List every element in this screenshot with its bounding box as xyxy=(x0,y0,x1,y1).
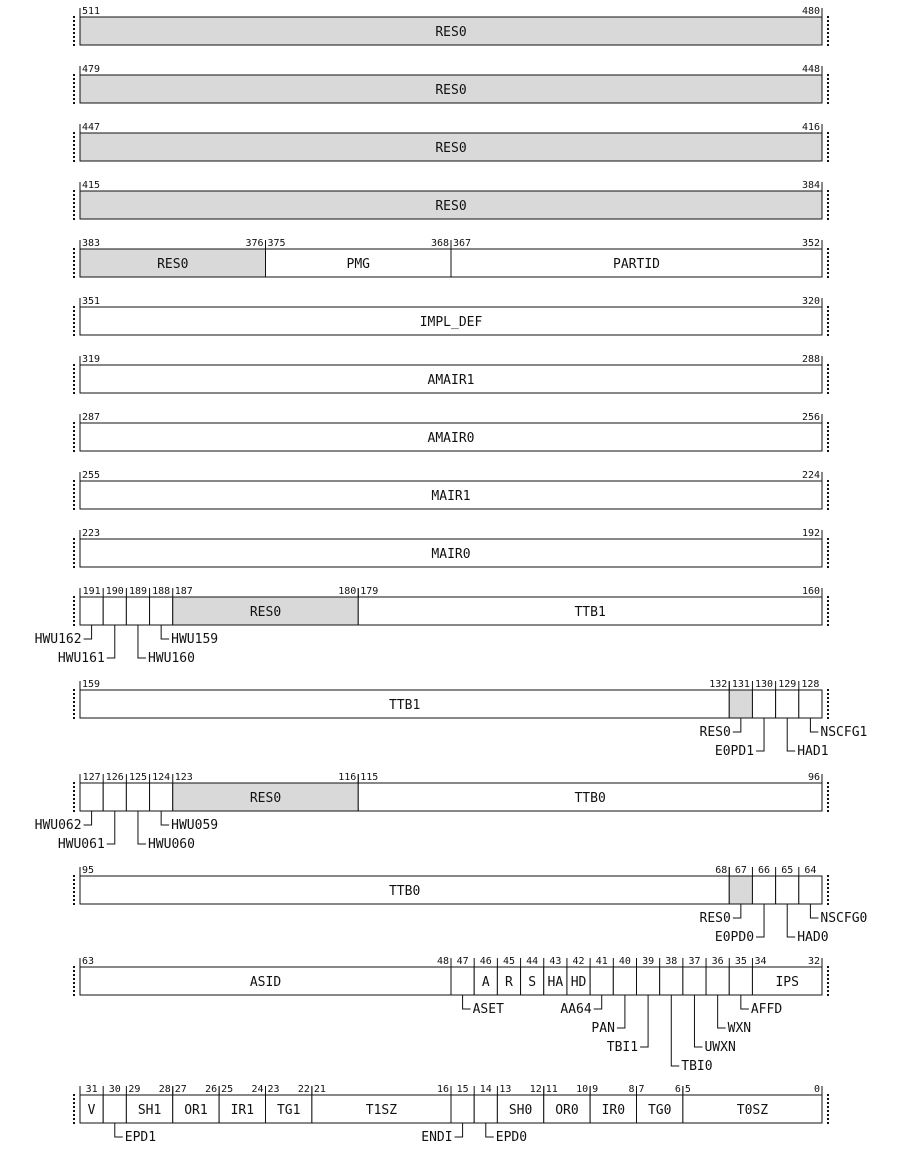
field-cell xyxy=(103,597,126,625)
field-name: RES0 xyxy=(249,605,282,620)
bit-index-label: 192 xyxy=(801,528,820,539)
bit-index-label: 8 xyxy=(628,1084,635,1095)
leader-line xyxy=(810,718,818,732)
bit-index-label: 0 xyxy=(813,1084,820,1095)
bit-index-label: 64 xyxy=(804,865,817,876)
bit-index-label: 224 xyxy=(801,470,820,481)
bit-index-label: 116 xyxy=(338,772,357,783)
bit-index-label: 25 xyxy=(221,1084,234,1095)
bit-index-label: 95 xyxy=(82,865,95,876)
field-cell xyxy=(683,967,706,995)
field-name: PARTID xyxy=(613,257,660,272)
field-name: IMPL_DEF xyxy=(419,315,483,330)
field-name: WXN xyxy=(727,1021,752,1036)
bit-index-label: 375 xyxy=(267,238,286,249)
field-name: E0PD1 xyxy=(714,744,755,759)
field-name: NSCFG0 xyxy=(820,911,868,926)
field-name: TG0 xyxy=(647,1103,672,1118)
field-name: TTB1 xyxy=(574,605,606,620)
field-cell xyxy=(752,690,775,718)
bit-index-label: 15 xyxy=(456,1084,469,1095)
bit-index-label: 179 xyxy=(360,586,379,597)
field-cell xyxy=(799,690,822,718)
register-row xyxy=(74,6,828,46)
leader-line xyxy=(138,811,146,844)
reserved-field xyxy=(729,876,752,904)
field-name: SH0 xyxy=(508,1103,533,1118)
bit-index-label: 36 xyxy=(711,956,724,967)
leader-line xyxy=(718,995,726,1028)
field-name: T1SZ xyxy=(365,1103,398,1118)
bit-index-label: 352 xyxy=(801,238,820,249)
bit-index-label: 24 xyxy=(251,1084,264,1095)
field-name: HWU161 xyxy=(57,651,105,666)
field-cell xyxy=(80,597,103,625)
register-row xyxy=(74,180,828,220)
field-name: EPD1 xyxy=(124,1130,157,1145)
field-name: RES0 xyxy=(435,83,467,98)
bit-index-label: 41 xyxy=(595,956,608,967)
bit-index-label: 130 xyxy=(755,679,774,690)
bit-index-label: 180 xyxy=(338,586,357,597)
register-row xyxy=(74,238,828,278)
bit-index-label: 42 xyxy=(572,956,585,967)
bit-index-label: 384 xyxy=(801,180,820,191)
field-name: AFFD xyxy=(750,1002,783,1017)
bit-index-label: 191 xyxy=(82,586,101,597)
bit-index-label: 46 xyxy=(479,956,492,967)
bit-index-label: 479 xyxy=(82,64,101,75)
field-cell xyxy=(637,967,660,995)
bit-index-label: 44 xyxy=(526,956,539,967)
bit-index-label: 35 xyxy=(734,956,747,967)
field-cell xyxy=(752,876,775,904)
bit-index-label: 288 xyxy=(801,354,820,365)
register-row xyxy=(74,1084,828,1145)
bit-index-label: 26 xyxy=(205,1084,218,1095)
field-cell xyxy=(451,967,474,995)
bit-index-label: 32 xyxy=(807,956,820,967)
field-name: HAD0 xyxy=(797,930,829,945)
field-name: TTB0 xyxy=(574,791,606,806)
register-row xyxy=(74,64,828,104)
field-name: OR0 xyxy=(555,1103,579,1118)
field-cell xyxy=(590,967,613,995)
bit-index-label: 383 xyxy=(82,238,101,249)
bit-index-label: 31 xyxy=(85,1084,98,1095)
bit-index-label: 63 xyxy=(82,956,95,967)
bit-index-label: 96 xyxy=(807,772,820,783)
bit-index-label: 480 xyxy=(801,6,820,17)
field-cell xyxy=(776,876,799,904)
leader-line xyxy=(756,904,764,937)
bit-index-label: 13 xyxy=(499,1084,512,1095)
bit-index-label: 48 xyxy=(436,956,449,967)
field-cell xyxy=(103,783,126,811)
field-name: ASID xyxy=(249,975,282,990)
leader-line xyxy=(84,625,92,639)
bit-index-label: 132 xyxy=(709,679,728,690)
field-name: RES0 xyxy=(435,25,467,40)
leader-line xyxy=(161,811,169,825)
field-name: HA xyxy=(547,975,564,990)
leader-line xyxy=(107,625,115,658)
field-name: RES0 xyxy=(249,791,282,806)
field-name: V xyxy=(87,1103,96,1118)
bit-index-label: 190 xyxy=(105,586,124,597)
bit-index-label: 21 xyxy=(313,1084,326,1095)
register-row xyxy=(74,679,867,759)
bit-index-label: 447 xyxy=(82,122,101,133)
bit-index-label: 29 xyxy=(128,1084,141,1095)
bit-index-label: 47 xyxy=(456,956,469,967)
bit-index-label: 319 xyxy=(82,354,101,365)
bit-index-label: 40 xyxy=(618,956,631,967)
field-name: S xyxy=(528,975,537,990)
bit-index-label: 125 xyxy=(128,772,147,783)
field-name: SH1 xyxy=(137,1103,162,1118)
field-name: NSCFG1 xyxy=(820,725,868,740)
bit-index-label: 68 xyxy=(715,865,728,876)
leader-line xyxy=(138,625,146,658)
bit-index-label: 159 xyxy=(82,679,101,690)
field-name: TTB1 xyxy=(388,698,421,713)
field-cell xyxy=(660,967,683,995)
register-row xyxy=(74,296,828,336)
field-name: IPS xyxy=(775,975,799,990)
bit-index-label: 415 xyxy=(82,180,101,191)
leader-line xyxy=(810,904,818,918)
leader-line xyxy=(756,718,764,751)
register-row xyxy=(74,956,828,1074)
bit-index-label: 223 xyxy=(82,528,101,539)
bit-index-label: 23 xyxy=(267,1084,280,1095)
bit-index-label: 45 xyxy=(502,956,515,967)
bit-index-label: 14 xyxy=(479,1084,492,1095)
register-row xyxy=(35,772,828,852)
field-name: IR1 xyxy=(230,1103,255,1118)
field-cell xyxy=(126,597,149,625)
field-name: E0PD0 xyxy=(714,930,755,945)
bit-index-label: 126 xyxy=(105,772,124,783)
leader-line xyxy=(741,995,749,1009)
bit-index-label: 28 xyxy=(158,1084,171,1095)
field-cell xyxy=(150,597,173,625)
leader-line xyxy=(486,1123,494,1137)
bit-index-label: 9 xyxy=(592,1084,599,1095)
field-name: HD xyxy=(570,975,587,990)
bit-index-label: 22 xyxy=(297,1084,310,1095)
field-name: HAD1 xyxy=(797,744,829,759)
bit-index-label: 187 xyxy=(174,586,193,597)
field-name: R xyxy=(505,975,513,990)
field-name: MAIR1 xyxy=(431,489,471,504)
bit-index-label: 115 xyxy=(360,772,379,783)
bit-index-label: 127 xyxy=(82,772,101,783)
field-cell xyxy=(80,783,103,811)
leader-line xyxy=(671,995,679,1066)
bit-index-label: 16 xyxy=(436,1084,449,1095)
bit-index-label: 124 xyxy=(152,772,171,783)
bit-index-label: 39 xyxy=(642,956,655,967)
register-row xyxy=(74,412,828,452)
bit-index-label: 128 xyxy=(801,679,820,690)
field-name: OR1 xyxy=(184,1103,208,1118)
field-name: PAN xyxy=(591,1021,615,1036)
bit-index-label: 27 xyxy=(174,1084,187,1095)
field-name: TTB0 xyxy=(388,884,421,899)
field-name: HWU059 xyxy=(171,818,219,833)
bit-index-label: 6 xyxy=(674,1084,681,1095)
register-row xyxy=(74,354,828,394)
bit-index-label: 368 xyxy=(430,238,449,249)
bit-index-label: 30 xyxy=(108,1084,121,1095)
field-name: TG1 xyxy=(276,1103,301,1118)
bit-index-label: 7 xyxy=(638,1084,645,1095)
field-cell xyxy=(613,967,636,995)
bit-index-label: 287 xyxy=(82,412,101,423)
register-row xyxy=(74,122,828,162)
bit-index-label: 66 xyxy=(758,865,771,876)
field-name: A xyxy=(481,975,490,990)
field-cell xyxy=(474,1095,497,1123)
bit-index-label: 320 xyxy=(801,296,820,307)
field-name: PMG xyxy=(346,257,370,272)
bit-index-label: 10 xyxy=(576,1084,589,1095)
bit-index-label: 43 xyxy=(549,956,562,967)
bit-index-label: 416 xyxy=(801,122,820,133)
leader-line xyxy=(115,1123,123,1137)
field-name: MAIR0 xyxy=(431,547,471,562)
bit-index-label: 367 xyxy=(453,238,472,249)
register-row xyxy=(74,528,828,568)
leader-line xyxy=(161,625,169,639)
field-name: HWU162 xyxy=(34,632,82,647)
bit-index-label: 12 xyxy=(529,1084,542,1095)
leader-line xyxy=(694,995,702,1047)
leader-line xyxy=(107,811,115,844)
bit-index-label: 129 xyxy=(778,679,797,690)
field-cell xyxy=(126,783,149,811)
field-name: RES0 xyxy=(157,257,189,272)
register-row xyxy=(74,470,828,510)
leader-line xyxy=(455,1123,463,1137)
leader-line xyxy=(733,718,741,732)
reserved-field xyxy=(729,690,752,718)
field-name: IR0 xyxy=(601,1103,626,1118)
field-name: AA64 xyxy=(560,1002,592,1017)
register-row xyxy=(35,586,828,666)
field-name: HWU160 xyxy=(147,651,195,666)
field-name: AMAIR1 xyxy=(427,373,475,388)
leader-line xyxy=(787,904,795,937)
field-name: UWXN xyxy=(704,1040,736,1055)
field-name: T0SZ xyxy=(736,1103,769,1118)
field-name: HWU062 xyxy=(34,818,82,833)
field-cell xyxy=(799,876,822,904)
leader-line xyxy=(594,995,602,1009)
bit-index-label: 37 xyxy=(688,956,701,967)
bit-index-label: 160 xyxy=(801,586,820,597)
bit-index-label: 65 xyxy=(781,865,794,876)
field-name: HWU061 xyxy=(57,837,105,852)
field-cell xyxy=(150,783,173,811)
bit-index-label: 511 xyxy=(82,6,101,17)
field-name: RES0 xyxy=(699,725,731,740)
field-name: RES0 xyxy=(699,911,731,926)
field-cell xyxy=(451,1095,474,1123)
bit-index-label: 376 xyxy=(245,238,264,249)
bit-index-label: 256 xyxy=(801,412,820,423)
leader-line xyxy=(640,995,648,1047)
bit-index-label: 255 xyxy=(82,470,101,481)
bit-index-label: 5 xyxy=(684,1084,691,1095)
bit-index-label: 189 xyxy=(128,586,147,597)
bit-index-label: 11 xyxy=(545,1084,558,1095)
bit-index-label: 188 xyxy=(152,586,171,597)
field-name: TBI0 xyxy=(681,1059,713,1074)
field-cell xyxy=(729,967,752,995)
field-cell xyxy=(706,967,729,995)
field-name: RES0 xyxy=(435,141,467,156)
field-name: ASET xyxy=(472,1002,504,1017)
bit-index-label: 34 xyxy=(754,956,767,967)
field-cell xyxy=(103,1095,126,1123)
leader-line xyxy=(463,995,471,1009)
bit-index-label: 38 xyxy=(665,956,678,967)
field-name: HWU060 xyxy=(147,837,195,852)
bit-index-label: 123 xyxy=(174,772,193,783)
bit-index-label: 448 xyxy=(801,64,820,75)
field-cell xyxy=(776,690,799,718)
register-row xyxy=(74,865,867,945)
bit-index-label: 67 xyxy=(734,865,747,876)
bit-index-label: 131 xyxy=(731,679,750,690)
field-name: HWU159 xyxy=(171,632,219,647)
field-name: RES0 xyxy=(435,199,467,214)
leader-line xyxy=(84,811,92,825)
field-name: AMAIR0 xyxy=(427,431,475,446)
field-name: EPD0 xyxy=(495,1130,528,1145)
field-name: TBI1 xyxy=(606,1040,639,1055)
bit-index-label: 351 xyxy=(82,296,101,307)
leader-line xyxy=(617,995,625,1028)
leader-line xyxy=(787,718,795,751)
field-name: ENDI xyxy=(421,1130,453,1145)
leader-line xyxy=(733,904,741,918)
